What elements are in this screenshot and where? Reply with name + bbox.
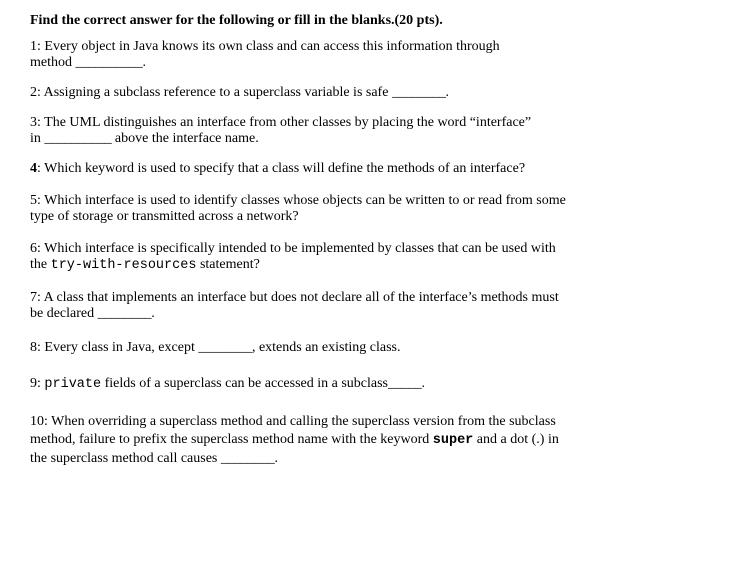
question-3-line-1: 3: The UML distinguishes an interface from other classes by placing the word “interface” — [30, 115, 532, 130]
question-10 — [30, 413, 670, 468]
question-4-text: : Which keyword is used to specify that a class will define the methods of an interface? — [37, 161, 526, 176]
question-2 — [30, 85, 670, 101]
question-6-code: try-with-resources — [50, 258, 197, 273]
question-3 — [30, 115, 670, 147]
question-7-text: be declared — [30, 306, 98, 321]
question-8-start: 8: Every class in Java, except — [30, 340, 199, 355]
question-8 — [30, 340, 670, 356]
question-4 — [30, 161, 670, 177]
question-7 — [30, 290, 670, 322]
question-3-line-2 — [30, 131, 670, 147]
question-2-text: 2: Assigning a subclass reference to a superclass variable is safe — [30, 85, 392, 100]
question-5-line-1: 5: Which interface is used to identify classes whose objects can be written to or read from some — [30, 193, 566, 208]
question-7-end: . — [151, 306, 155, 321]
question-6-line-1: 6: Which interface is specifically intended to be implemented by classes that can be used with — [30, 241, 556, 256]
question-3-end: above the interface name. — [111, 131, 259, 146]
question-9-end: fields of a superclass can be accessed in a subclass — [101, 376, 388, 391]
question-5-line-2: type of storage or transmitted across a network? — [30, 209, 299, 224]
question-10-mid: and a dot (.) in — [473, 432, 559, 447]
question-3-blank: __________ — [44, 131, 112, 146]
question-7-blank: ________ — [97, 306, 152, 321]
quiz-page — [30, 12, 670, 468]
question-2-line-1 — [30, 85, 670, 101]
question-1-blank: __________ — [75, 55, 143, 70]
question-1-text: method — [30, 55, 76, 70]
question-3-start: in — [30, 131, 45, 146]
question-6-line-2 — [30, 257, 670, 274]
question-9 — [30, 376, 670, 393]
question-6 — [30, 241, 670, 274]
question-2-blank: ________ — [391, 85, 446, 100]
question-9-blank: _____ — [388, 376, 422, 391]
question-10-start: method, failure to prefix the superclass method name with the keyword — [30, 432, 433, 447]
question-2-end: . — [445, 85, 450, 100]
question-6-end: statement? — [196, 257, 260, 272]
question-10-end: . — [274, 451, 278, 466]
question-8-end: , extends an existing class. — [251, 340, 401, 355]
question-1-line-1: 1: Every object in Java knows its own class and can access this information through — [30, 39, 500, 54]
question-10-line-2 — [30, 431, 670, 450]
quiz-title: Find the correct answer for the following or fill in the blanks.(20 pts). — [30, 13, 443, 28]
question-9-code: private — [44, 377, 102, 392]
question-4-number: 4 — [30, 161, 37, 176]
question-10-blank: ________ — [220, 451, 275, 466]
question-5 — [30, 193, 670, 225]
question-7-line-2 — [30, 306, 670, 322]
question-1-end: . — [142, 55, 147, 70]
question-9-start: 9: — [30, 376, 45, 391]
question-1 — [30, 39, 670, 71]
question-10-code: super — [432, 433, 474, 448]
question-6-start: the — [30, 257, 51, 272]
question-4-line-1 — [30, 161, 670, 177]
question-8-line-1 — [30, 340, 670, 356]
question-8-blank: ________ — [198, 340, 252, 355]
question-10-line-1: 10: When overriding a superclass method and calling the superclass version from the subclass — [30, 414, 556, 429]
question-9-dot: . — [421, 376, 426, 391]
question-10-line-3 — [30, 450, 670, 468]
question-1-line-2 — [30, 55, 670, 71]
question-7-line-1: 7: A class that implements an interface but does not declare all of the interface’s methods must — [30, 290, 559, 305]
question-9-line-1 — [30, 376, 670, 393]
question-10-text: the superclass method call causes — [30, 451, 221, 466]
